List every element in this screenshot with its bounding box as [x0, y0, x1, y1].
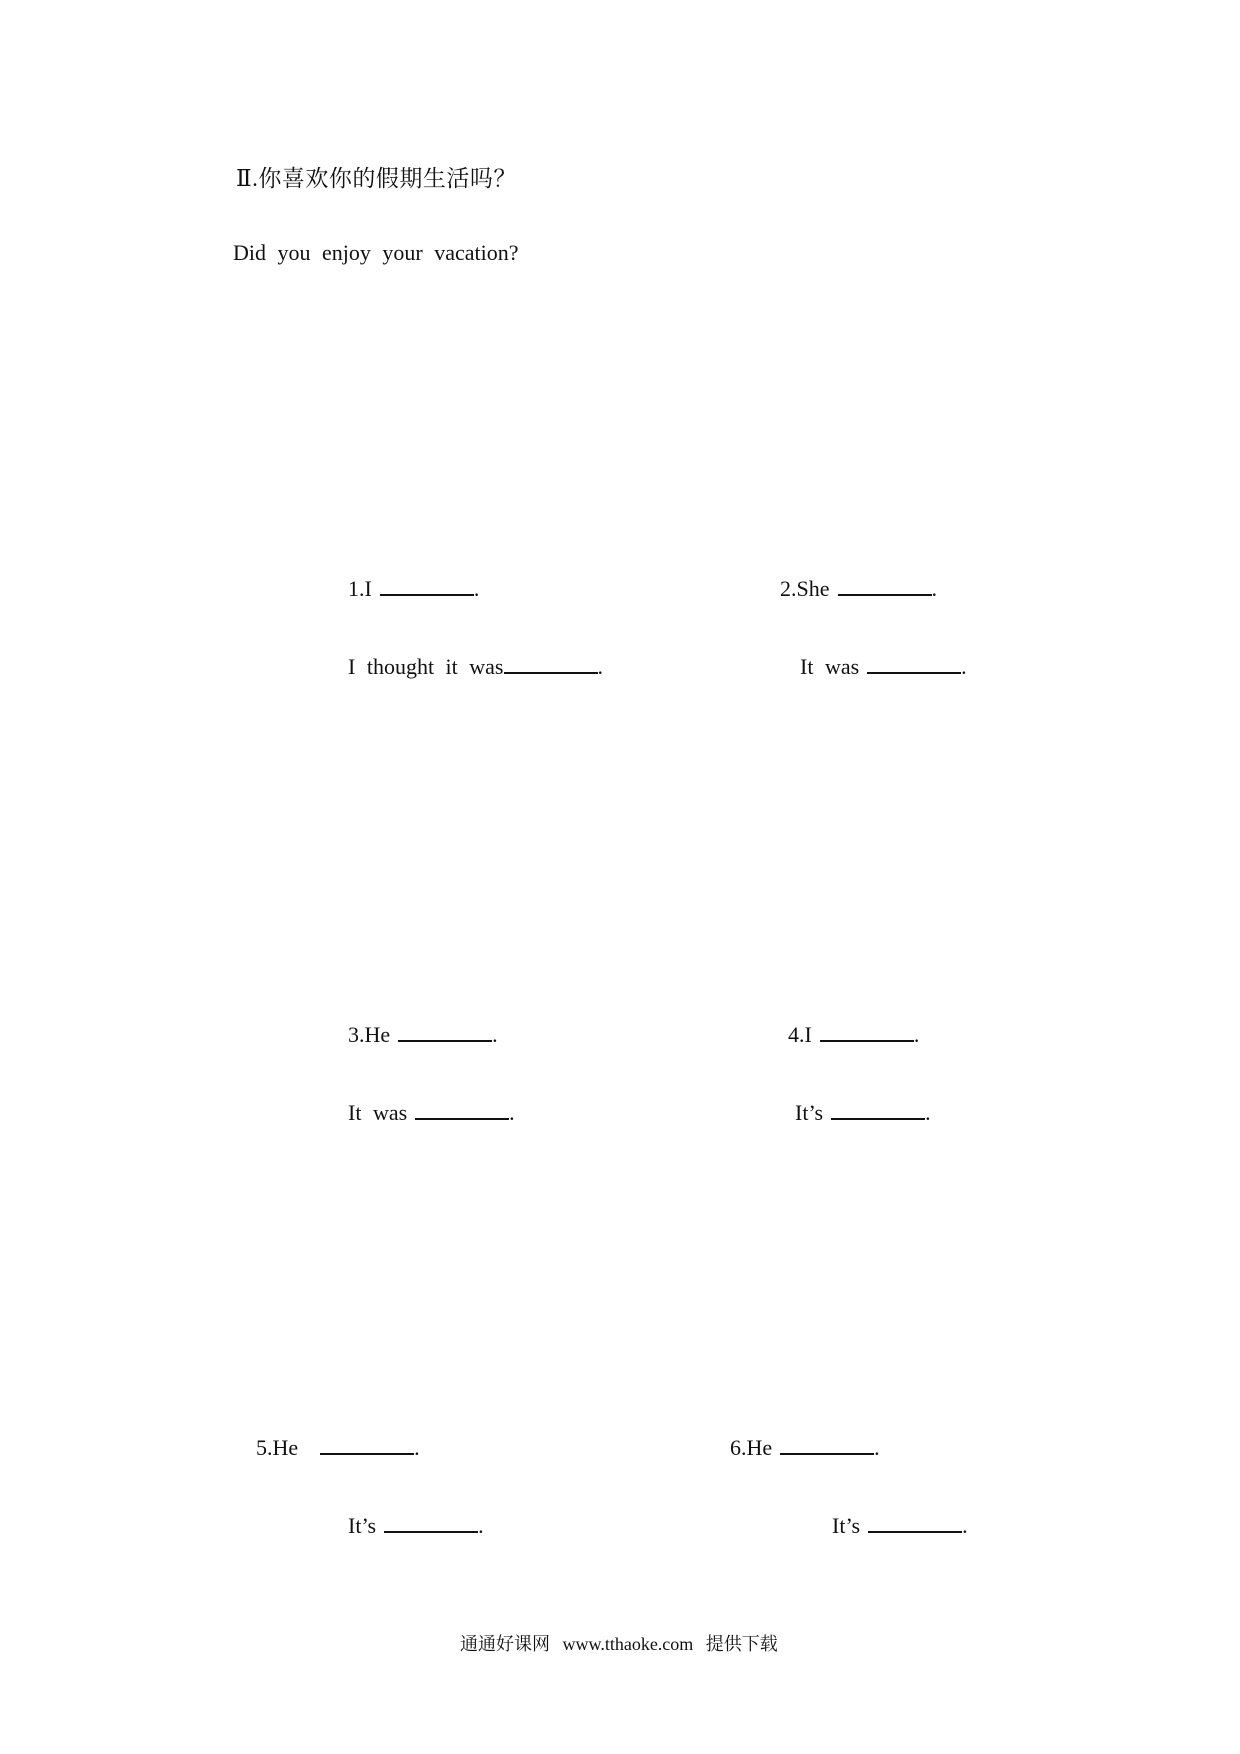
punctuation: . — [874, 1435, 880, 1460]
punctuation: . — [925, 1100, 931, 1125]
item-4-prompt-line — [788, 1020, 919, 1048]
item-3-follow: It was — [348, 1100, 408, 1125]
item-3-follow-line — [348, 1098, 515, 1126]
item-2-follow: It was — [800, 654, 860, 679]
item-5-follow-line — [348, 1511, 484, 1539]
item-1-prompt: 1.I — [348, 576, 372, 601]
item-5-prompt-line — [256, 1433, 420, 1461]
item-5-follow: It’s — [348, 1513, 377, 1538]
item-3-prompt: 3.He — [348, 1022, 391, 1047]
item-6-follow-line — [832, 1511, 968, 1539]
punctuation: . — [473, 576, 480, 601]
item-5-prompt: 5.He — [256, 1435, 299, 1460]
punctuation: . — [962, 1513, 968, 1538]
item-6-answer-blank[interactable] — [780, 1433, 874, 1455]
punctuation: . — [414, 1435, 420, 1460]
item-6-prompt-line — [730, 1433, 880, 1461]
punctuation: . — [961, 654, 967, 679]
item-4-follow: It’s — [795, 1100, 824, 1125]
item-5-answer-blank[interactable] — [320, 1433, 414, 1455]
item-2-prompt: 2.She — [780, 576, 830, 601]
item-3-prompt-line — [348, 1020, 498, 1048]
punctuation: . — [492, 1022, 498, 1047]
item-4-answer-blank[interactable] — [820, 1020, 914, 1042]
item-3-answer-blank[interactable] — [398, 1020, 492, 1042]
item-6-follow: It’s — [832, 1513, 861, 1538]
item-1-answer-blank[interactable] — [380, 574, 474, 596]
item-1-follow-blank[interactable] — [504, 652, 598, 674]
section-title-english: Did you enjoy your vacation? — [233, 240, 519, 265]
item-3-follow-blank[interactable] — [415, 1098, 509, 1120]
punctuation: . — [509, 1100, 515, 1125]
item-1-follow-line — [348, 652, 603, 680]
item-1-prompt-line — [348, 574, 479, 602]
punctuation: . — [597, 654, 603, 679]
footer-source-note: 通通好课网 www.tthaoke.com 提供下载 — [460, 1634, 778, 1654]
punctuation: . — [913, 1022, 920, 1047]
item-2-prompt-line — [780, 574, 937, 602]
item-4-follow-line — [795, 1098, 931, 1126]
item-5-follow-blank[interactable] — [384, 1511, 478, 1533]
item-2-answer-blank[interactable] — [838, 574, 932, 596]
item-2-follow-line — [800, 652, 967, 680]
punctuation: . — [931, 576, 937, 601]
item-6-follow-blank[interactable] — [868, 1511, 962, 1533]
punctuation: . — [478, 1513, 484, 1538]
item-6-prompt: 6.He — [730, 1435, 773, 1460]
item-4-follow-blank[interactable] — [831, 1098, 925, 1120]
item-4-prompt: 4.I — [788, 1022, 812, 1047]
item-2-follow-blank[interactable] — [867, 652, 961, 674]
item-1-follow: I thought it was — [348, 654, 504, 679]
section-title-chinese: Ⅱ.你喜欢你的假期生活吗？ — [236, 166, 517, 191]
